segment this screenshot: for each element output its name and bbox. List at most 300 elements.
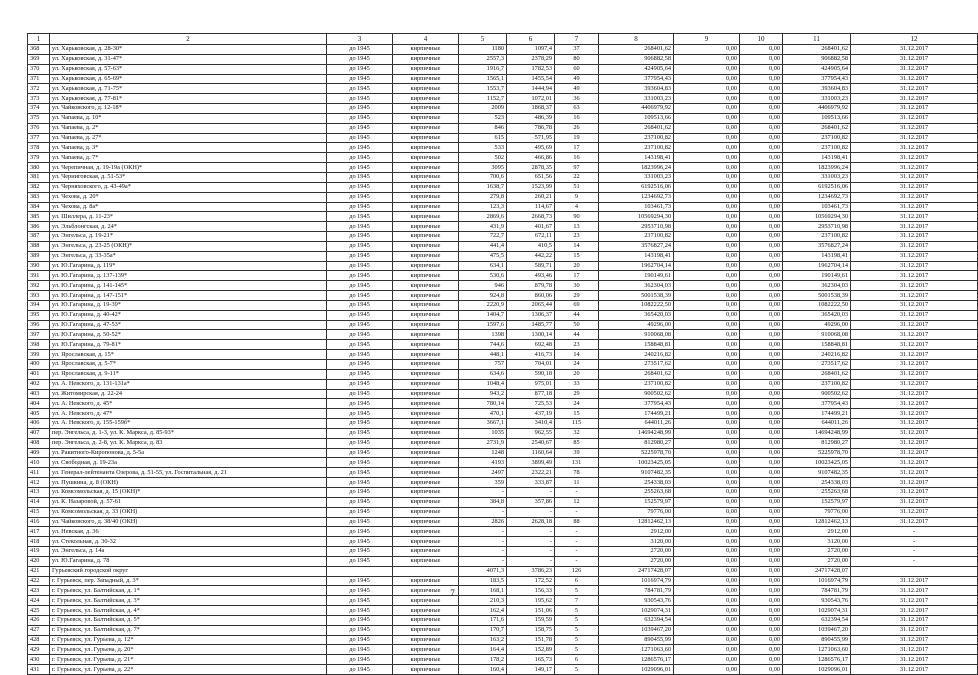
- cell-wall-material: кирпичные: [393, 615, 459, 625]
- cell-column-9-value: 0,00: [674, 350, 740, 360]
- cell-construction-period: до 1945: [327, 409, 393, 419]
- cell-deadline-date: 31.12.2017: [851, 271, 978, 281]
- cell-wall-material: кирпичные: [393, 182, 459, 192]
- cell-total-cost: 237100,82: [783, 133, 851, 143]
- cell-cost: 79776,00: [599, 507, 674, 517]
- cell-total-area: 634,6: [459, 369, 507, 379]
- table-row: [28, 655, 978, 665]
- cell-cost: 237100,82: [599, 133, 674, 143]
- cell-construction-period: до 1945: [327, 182, 393, 192]
- table-row: [28, 192, 978, 202]
- cell-cost: 393604,83: [599, 84, 674, 94]
- cell-column-9-value: 0,00: [674, 310, 740, 320]
- cell-cost: 268401,62: [599, 123, 674, 133]
- cell-column-9-value: 0,00: [674, 507, 740, 517]
- cell-construction-period: до 1945: [327, 655, 393, 665]
- cell-cost: 268401,62: [599, 369, 674, 379]
- cell-living-area: 1782,53: [507, 64, 555, 74]
- table-row: [28, 212, 978, 222]
- cell-wall-material: кирпичные: [393, 586, 459, 596]
- cell-residents-count: 5: [555, 586, 599, 596]
- cell-wall-material: кирпичные: [393, 281, 459, 291]
- cell-address: ул. Энгельса, д. 33-35а*: [50, 251, 327, 261]
- cell-column-9-value: 0,00: [674, 104, 740, 114]
- cell-column-10-value: 0,00: [740, 458, 783, 468]
- cell-cost: 930543,76: [599, 596, 674, 606]
- cell-column-10-value: 0,00: [740, 665, 783, 675]
- cell-total-area: 1048,4: [459, 379, 507, 389]
- cell-construction-period: до 1945: [327, 202, 393, 212]
- cell-row-number: 380: [28, 163, 50, 173]
- cell-row-number: 404: [28, 399, 50, 409]
- cell-column-10-value: 0,00: [740, 379, 783, 389]
- cell-construction-period: до 1945: [327, 517, 393, 527]
- table-row: [28, 537, 978, 547]
- cell-wall-material: кирпичные: [393, 537, 459, 547]
- table-row: [28, 291, 978, 301]
- cell-residents-count: 90: [555, 212, 599, 222]
- cell-residents-count: 60: [555, 64, 599, 74]
- cell-row-number: 386: [28, 222, 50, 232]
- cell-column-10-value: 0,00: [740, 123, 783, 133]
- cell-total-area: 533: [459, 143, 507, 153]
- cell-total-cost: 377954,43: [783, 399, 851, 409]
- table-row: [28, 182, 978, 192]
- cell-row-number: 385: [28, 212, 50, 222]
- table-row: [28, 547, 978, 557]
- cell-cost: 10023425,05: [599, 458, 674, 468]
- cell-column-10-value: 0,00: [740, 645, 783, 655]
- cell-total-area: 279,8: [459, 192, 507, 202]
- cell-wall-material: кирпичные: [393, 625, 459, 635]
- header-cell-column-9-value: 9: [674, 34, 740, 45]
- cell-cost: 1039467,20: [599, 625, 674, 635]
- table-row: [28, 310, 978, 320]
- cell-row-number: 370: [28, 64, 50, 74]
- cell-wall-material: кирпичные: [393, 202, 459, 212]
- cell-column-9-value: 0,00: [674, 537, 740, 547]
- cell-column-9-value: 0,00: [674, 556, 740, 566]
- cell-living-area: 879,78: [507, 281, 555, 291]
- cell-cost: 240216,82: [599, 350, 674, 360]
- cell-address: ул. Чапаева, д. 7*: [50, 153, 327, 163]
- cell-cost: 1962704,14: [599, 261, 674, 271]
- cell-residents-count: 13: [555, 222, 599, 232]
- cell-row-number: 407: [28, 428, 50, 438]
- table-row: [28, 379, 978, 389]
- cell-living-area: 571,95: [507, 133, 555, 143]
- cell-deadline-date: 31.12.2017: [851, 606, 978, 616]
- cell-living-area: 156,33: [507, 586, 555, 596]
- cell-column-10-value: 0,00: [740, 222, 783, 232]
- cell-living-area: 692,48: [507, 340, 555, 350]
- cell-total-cost: 9107482,35: [783, 468, 851, 478]
- cell-total-area: 1404,7: [459, 310, 507, 320]
- cell-total-area: -: [459, 547, 507, 557]
- cell-total-cost: 1039467,20: [783, 625, 851, 635]
- cell-total-cost: 109513,66: [783, 113, 851, 123]
- cell-residents-count: 29: [555, 291, 599, 301]
- cell-total-cost: 240216,82: [783, 350, 851, 360]
- cell-column-9-value: 0,00: [674, 94, 740, 104]
- cell-wall-material: кирпичные: [393, 163, 459, 173]
- table-row: [28, 340, 978, 350]
- cell-address: ул. Ярославская, д. 15*: [50, 350, 327, 360]
- cell-row-number: 377: [28, 133, 50, 143]
- cell-address: ул. Энгельса, д. 14а: [50, 547, 327, 557]
- cell-wall-material: кирпичные: [393, 74, 459, 84]
- cell-column-9-value: 0,00: [674, 428, 740, 438]
- cell-total-area: 700,6: [459, 172, 507, 182]
- cell-address: ул. Ю.Гагарина, д. 147-151*: [50, 291, 327, 301]
- cell-deadline-date: 31.12.2017: [851, 487, 978, 497]
- cell-cost: 812980,27: [599, 438, 674, 448]
- cell-wall-material: кирпичные: [393, 232, 459, 242]
- cell-column-10-value: 0,00: [740, 300, 783, 310]
- cell-row-number: 430: [28, 655, 50, 665]
- header-cell-living-area: 6: [507, 34, 555, 45]
- cell-living-area: 165,73: [507, 655, 555, 665]
- cell-construction-period: до 1945: [327, 468, 393, 478]
- cell-wall-material: кирпичные: [393, 251, 459, 261]
- cell-column-10-value: 0,00: [740, 625, 783, 635]
- cell-living-area: 152,89: [507, 645, 555, 655]
- cell-total-area: 171,6: [459, 615, 507, 625]
- cell-living-area: 786,78: [507, 123, 555, 133]
- cell-construction-period: до 1945: [327, 64, 393, 74]
- cell-total-cost: 890455,99: [783, 635, 851, 645]
- cell-column-9-value: 0,00: [674, 576, 740, 586]
- cell-total-cost: 1271063,60: [783, 645, 851, 655]
- table-row: [28, 566, 978, 576]
- cell-column-10-value: 0,00: [740, 487, 783, 497]
- cell-column-9-value: 0,00: [674, 172, 740, 182]
- cell-row-number: 390: [28, 261, 50, 271]
- cell-deadline-date: 31.12.2017: [851, 232, 978, 242]
- table-row: [28, 645, 978, 655]
- cell-address: ул. Энгельса, д. 19-21*: [50, 232, 327, 242]
- cell-cost: 424905,64: [599, 64, 674, 74]
- cell-wall-material: кирпичные: [393, 222, 459, 232]
- cell-cost: 900502,62: [599, 389, 674, 399]
- table-row: [28, 320, 978, 330]
- table-row: [28, 399, 978, 409]
- cell-wall-material: кирпичные: [393, 665, 459, 675]
- cell-residents-count: 126: [555, 566, 599, 576]
- cell-total-cost: 1286576,17: [783, 655, 851, 665]
- cell-column-9-value: 0,00: [674, 517, 740, 527]
- cell-column-10-value: 0,00: [740, 192, 783, 202]
- cell-total-cost: 365420,03: [783, 310, 851, 320]
- cell-residents-count: -: [555, 547, 599, 557]
- table-row: [28, 350, 978, 360]
- cell-column-9-value: 0,00: [674, 202, 740, 212]
- table-row: [28, 428, 978, 438]
- cell-row-number: 415: [28, 507, 50, 517]
- cell-residents-count: 12: [555, 497, 599, 507]
- cell-address: ул. К. Назаровой, д. 57-61: [50, 497, 327, 507]
- cell-column-10-value: 0,00: [740, 45, 783, 55]
- cell-column-9-value: 0,00: [674, 143, 740, 153]
- cell-cost: 2720,00: [599, 556, 674, 566]
- cell-living-area: 2540,67: [507, 438, 555, 448]
- cell-residents-count: 51: [555, 182, 599, 192]
- cell-total-area: 1565,1: [459, 74, 507, 84]
- cell-wall-material: кирпичные: [393, 596, 459, 606]
- cell-deadline-date: 31.12.2017: [851, 389, 978, 399]
- table-row: [28, 468, 978, 478]
- cell-column-9-value: 0,00: [674, 261, 740, 271]
- cell-total-area: 744,6: [459, 340, 507, 350]
- cell-deadline-date: 31.12.2017: [851, 369, 978, 379]
- cell-living-area: -: [507, 547, 555, 557]
- cell-total-area: 4193: [459, 458, 507, 468]
- cell-row-number: 401: [28, 369, 50, 379]
- cell-residents-count: 44: [555, 330, 599, 340]
- cell-cost: 255263,68: [599, 487, 674, 497]
- cell-total-area: 946: [459, 281, 507, 291]
- cell-column-9-value: 0,00: [674, 606, 740, 616]
- cell-residents-count: 131: [555, 458, 599, 468]
- cell-residents-count: 44: [555, 310, 599, 320]
- cell-deadline-date: 31.12.2017: [851, 428, 978, 438]
- header-cell-construction-period: 3: [327, 34, 393, 45]
- cell-residents-count: 5: [555, 665, 599, 675]
- table-row: [28, 74, 978, 84]
- table-row: [28, 615, 978, 625]
- cell-total-area: 1180: [459, 45, 507, 55]
- table-row: [28, 232, 978, 242]
- cell-column-10-value: 0,00: [740, 586, 783, 596]
- cell-total-area: 615: [459, 133, 507, 143]
- cell-address: ул. Ю.Гагарина, д. 79-81*: [50, 340, 327, 350]
- cell-column-10-value: 0,00: [740, 369, 783, 379]
- cell-residents-count: 23: [555, 232, 599, 242]
- cell-column-9-value: 0,00: [674, 360, 740, 370]
- table-row: [28, 448, 978, 458]
- cell-wall-material: [393, 566, 459, 576]
- column-number-header-row: [28, 34, 978, 45]
- cell-wall-material: кирпичные: [393, 497, 459, 507]
- cell-total-area: 123,3: [459, 202, 507, 212]
- cell-address: ул. Пушкина, д. 8 (ОКН): [50, 478, 327, 488]
- cell-address: ул. Чапаева, д. 3*: [50, 143, 327, 153]
- cell-column-10-value: 0,00: [740, 556, 783, 566]
- cell-total-cost: 1962704,14: [783, 261, 851, 271]
- cell-construction-period: до 1945: [327, 143, 393, 153]
- cell-total-cost: 906882,58: [783, 54, 851, 64]
- cell-address: ул. Ю.Гагарина, д. 137-139*: [50, 271, 327, 281]
- cell-address: ул. Комсомольская, д. 15 (ОКН)*: [50, 487, 327, 497]
- cell-column-10-value: 0,00: [740, 566, 783, 576]
- cell-address: ул. Черниговская, д. 51-53*: [50, 172, 327, 182]
- cell-construction-period: до 1945: [327, 497, 393, 507]
- cell-wall-material: кирпичные: [393, 428, 459, 438]
- cell-column-10-value: 0,00: [740, 428, 783, 438]
- cell-wall-material: кирпичные: [393, 310, 459, 320]
- cell-deadline-date: -: [851, 527, 978, 537]
- cell-column-10-value: 0,00: [740, 74, 783, 84]
- cell-wall-material: кирпичные: [393, 379, 459, 389]
- cell-construction-period: до 1945: [327, 419, 393, 429]
- cell-total-area: -: [459, 537, 507, 547]
- table-row: [28, 478, 978, 488]
- cell-address: ул. Чапаева, д. 2*: [50, 123, 327, 133]
- cell-construction-period: до 1945: [327, 527, 393, 537]
- cell-row-number: 424: [28, 596, 50, 606]
- cell-column-10-value: 0,00: [740, 291, 783, 301]
- cell-cost: 109513,66: [599, 113, 674, 123]
- cell-living-area: 260,21: [507, 192, 555, 202]
- cell-total-area: 722,7: [459, 232, 507, 242]
- cell-living-area: 1444,94: [507, 84, 555, 94]
- cell-deadline-date: 31.12.2017: [851, 517, 978, 527]
- cell-row-number: 383: [28, 192, 50, 202]
- cell-address: г. Гурьевск, ул. Гурьева, д. 12*: [50, 635, 327, 645]
- cell-row-number: 402: [28, 379, 50, 389]
- cell-address: г. Гурьевск, ул. Балтийская, д. 7*: [50, 625, 327, 635]
- cell-column-9-value: 0,00: [674, 625, 740, 635]
- cell-construction-period: до 1945: [327, 360, 393, 370]
- cell-deadline-date: 31.12.2017: [851, 251, 978, 261]
- cell-total-cost: 143198,41: [783, 153, 851, 163]
- cell-total-area: 162,4: [459, 606, 507, 616]
- cell-row-number: 376: [28, 123, 50, 133]
- table-body: [28, 45, 978, 675]
- cell-residents-count: -: [555, 537, 599, 547]
- cell-column-9-value: 0,00: [674, 478, 740, 488]
- cell-address: пер. Энгельса, д. 2-8, ул. К. Маркса, д. 83: [50, 438, 327, 448]
- cell-column-9-value: 0,00: [674, 212, 740, 222]
- cell-construction-period: до 1945: [327, 192, 393, 202]
- cell-deadline-date: 31.12.2017: [851, 399, 978, 409]
- cell-cost: 1234692,73: [599, 192, 674, 202]
- cell-address: ул. Ю.Гагарина, д. 78: [50, 556, 327, 566]
- cell-address: Гурьевский городской округ: [50, 566, 327, 576]
- cell-deadline-date: 31.12.2017: [851, 379, 978, 389]
- cell-total-cost: 5001538,39: [783, 291, 851, 301]
- cell-living-area: -: [507, 556, 555, 566]
- cell-row-number: 410: [28, 458, 50, 468]
- cell-total-cost: 237100,82: [783, 232, 851, 242]
- cell-wall-material: кирпичные: [393, 606, 459, 616]
- cell-column-10-value: 0,00: [740, 84, 783, 94]
- table-row: [28, 556, 978, 566]
- cell-living-area: 2322,21: [507, 468, 555, 478]
- cell-wall-material: кирпичные: [393, 94, 459, 104]
- cell-total-area: 2009: [459, 104, 507, 114]
- cell-column-9-value: 0,00: [674, 468, 740, 478]
- cell-residents-count: 17: [555, 143, 599, 153]
- cell-column-9-value: 0,00: [674, 379, 740, 389]
- cell-total-area: -: [459, 487, 507, 497]
- cell-column-9-value: 0,00: [674, 566, 740, 576]
- cell-construction-period: до 1945: [327, 369, 393, 379]
- cell-column-10-value: 0,00: [740, 64, 783, 74]
- cell-construction-period: до 1945: [327, 487, 393, 497]
- cell-living-area: 195,62: [507, 596, 555, 606]
- cell-cost: 158848,81: [599, 340, 674, 350]
- cell-column-9-value: 0,00: [674, 340, 740, 350]
- cell-cost: 906882,58: [599, 54, 674, 64]
- cell-row-number: 426: [28, 615, 50, 625]
- table-row: [28, 369, 978, 379]
- cell-cost: 1029096,01: [599, 665, 674, 675]
- table-row: [28, 251, 978, 261]
- cell-total-area: 470,1: [459, 409, 507, 419]
- cell-address: ул. Житомирская, д. 22-24: [50, 389, 327, 399]
- cell-total-cost: 331003,23: [783, 94, 851, 104]
- cell-construction-period: до 1945: [327, 507, 393, 517]
- cell-residents-count: 50: [555, 320, 599, 330]
- cell-deadline-date: 31.12.2017: [851, 163, 978, 173]
- cell-total-area: 160,4: [459, 665, 507, 675]
- cell-construction-period: до 1945: [327, 212, 393, 222]
- table-row: [28, 576, 978, 586]
- cell-total-area: 3667,1: [459, 419, 507, 429]
- cell-living-area: 158,75: [507, 625, 555, 635]
- cell-column-9-value: 0,00: [674, 54, 740, 64]
- table-row: [28, 635, 978, 645]
- cell-residents-count: 22: [555, 172, 599, 182]
- table-row: [28, 153, 978, 163]
- cell-column-10-value: 0,00: [740, 507, 783, 517]
- cell-living-area: -: [507, 527, 555, 537]
- cell-column-10-value: 0,00: [740, 438, 783, 448]
- housing-register-table: [27, 33, 978, 675]
- cell-column-9-value: 0,00: [674, 458, 740, 468]
- cell-residents-count: 4: [555, 202, 599, 212]
- cell-deadline-date: 31.12.2017: [851, 123, 978, 133]
- cell-column-10-value: 0,00: [740, 320, 783, 330]
- cell-residents-count: -: [555, 487, 599, 497]
- cell-cost: 1016974,79: [599, 576, 674, 586]
- cell-deadline-date: 31.12.2017: [851, 310, 978, 320]
- cell-construction-period: до 1945: [327, 84, 393, 94]
- cell-living-area: 962,55: [507, 428, 555, 438]
- cell-wall-material: кирпичные: [393, 468, 459, 478]
- cell-total-area: 523: [459, 113, 507, 123]
- cell-deadline-date: -: [851, 556, 978, 566]
- cell-wall-material: кирпичные: [393, 45, 459, 55]
- cell-column-10-value: 0,00: [740, 182, 783, 192]
- cell-deadline-date: [851, 566, 978, 576]
- cell-residents-count: 19: [555, 133, 599, 143]
- cell-living-area: 704,01: [507, 360, 555, 370]
- cell-column-10-value: 0,00: [740, 113, 783, 123]
- cell-address: ул. Харьковская, д. 77-81*: [50, 94, 327, 104]
- cell-column-10-value: 0,00: [740, 271, 783, 281]
- cell-living-area: 860,06: [507, 291, 555, 301]
- cell-living-area: 651,56: [507, 172, 555, 182]
- cell-cost: 237100,82: [599, 143, 674, 153]
- cell-construction-period: до 1945: [327, 576, 393, 586]
- cell-column-10-value: 0,00: [740, 281, 783, 291]
- cell-residents-count: 24: [555, 399, 599, 409]
- cell-row-number: 428: [28, 635, 50, 645]
- cell-address: г. Гурьевск, ул. Гурьева, д. 21*: [50, 655, 327, 665]
- cell-address: ул. Чехова, д. 20*: [50, 192, 327, 202]
- cell-construction-period: до 1945: [327, 596, 393, 606]
- cell-cost: 5001538,39: [599, 291, 674, 301]
- cell-total-area: 2731,9: [459, 438, 507, 448]
- cell-address: ул. А. Невского, д. 131-131а*: [50, 379, 327, 389]
- cell-wall-material: кирпичные: [393, 261, 459, 271]
- cell-row-number: 371: [28, 74, 50, 84]
- cell-column-9-value: 0,00: [674, 399, 740, 409]
- cell-total-cost: 2720,00: [783, 547, 851, 557]
- cell-row-number: 373: [28, 94, 50, 104]
